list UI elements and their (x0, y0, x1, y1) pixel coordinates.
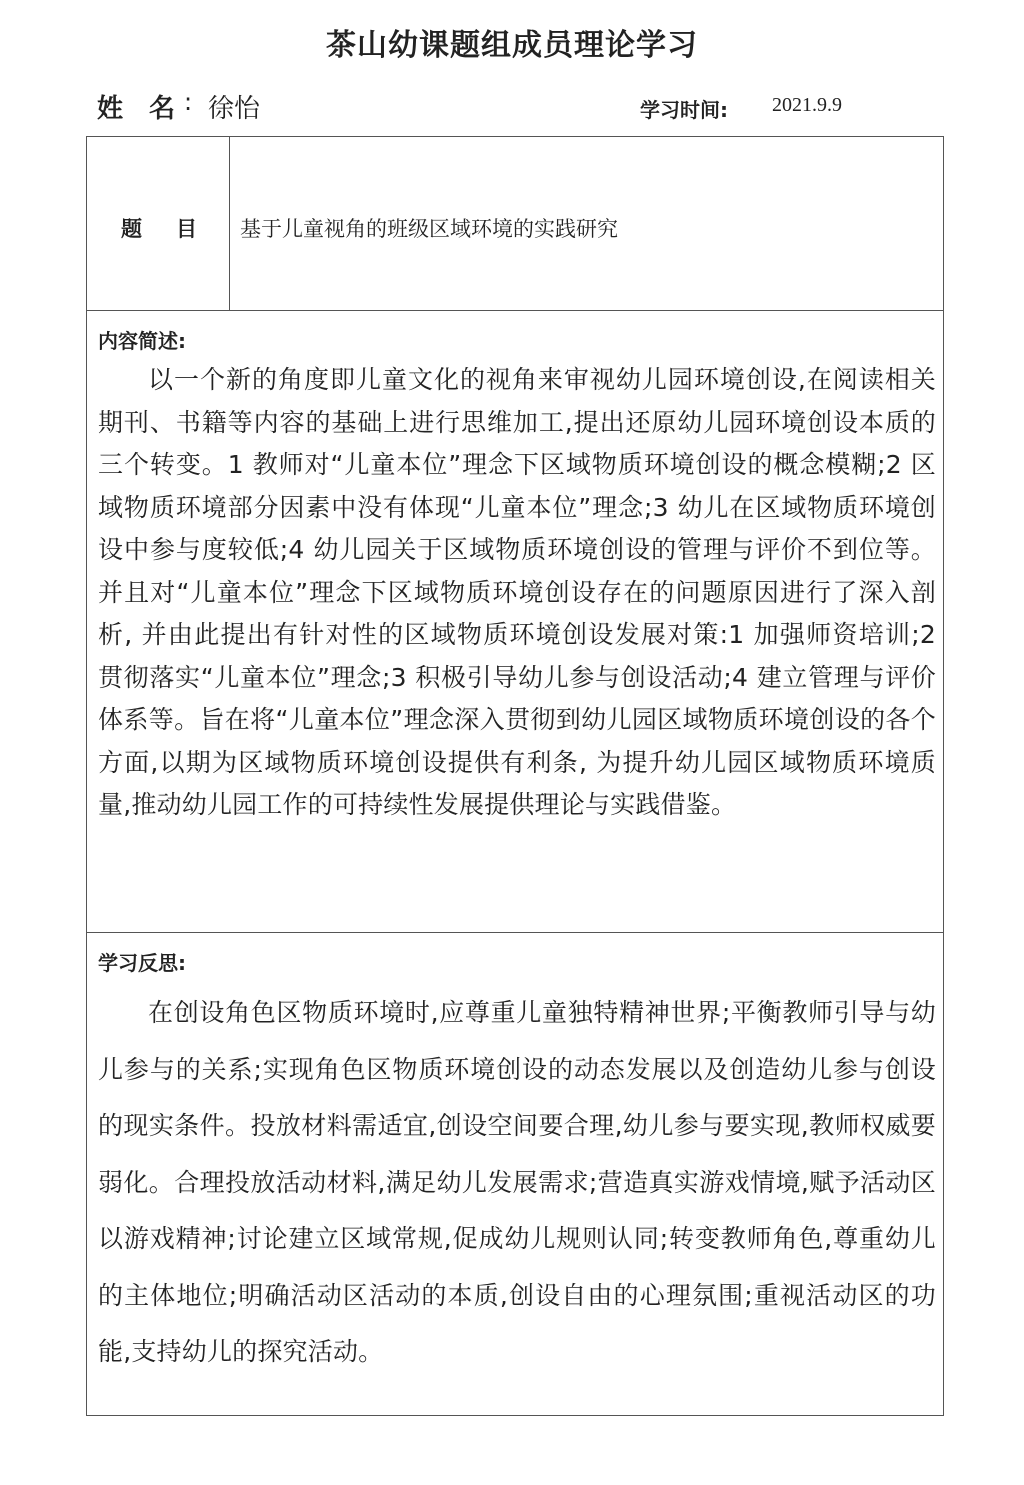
reflection-label: 学习反思: (98, 951, 186, 975)
study-record-table (86, 136, 944, 1416)
name-label-char-1: 姓 (97, 94, 124, 124)
content-summary-label: 内容简述: (98, 329, 186, 353)
content-summary-row (87, 311, 943, 933)
study-time-value: 2021.9.9 (772, 94, 842, 116)
topic-label (121, 213, 197, 243)
reflection-text: 在创设角色区物质环境时,应尊重儿童独特精神世界;平衡教师引导与幼儿参与的关系;实现角色区物质环境创设的动态发展以及创造幼儿参与创设的现实条件。投放材料需适宜,创设空间要合理,幼儿参与要实现,教师权威要弱化。合理投放活动材料,满足幼儿发展需求;营造真实游戏情境,赋予活动区以游戏精神;讨论建立区域常规,促成幼儿规则认同;转变教师角色,尊重幼儿的主体地位;明确活动区活动的本质,创设自由的心理氛围;重视活动区的功能,支持幼儿的探究活动。 (98, 998, 936, 1366)
name-label (97, 88, 175, 125)
topic-label-char-1: 题 (121, 217, 142, 241)
name-colon: : (184, 88, 193, 116)
name-label-char-2: 名 (149, 94, 176, 124)
topic-value: 基于儿童视角的班级区域环境的实践研究 (240, 217, 618, 241)
topic-row (87, 137, 943, 311)
content-summary-text: 以一个新的角度即儿童文化的视角来审视幼儿园环境创设,在阅读相关期刊、书籍等内容的基础上进行思维加工,提出还原幼儿园环境创设本质的三个转变。1 教师对“儿童本位”理念下区域物质环境创设的概念模糊;2 区域物质环境部分因素中没有体现“儿童本位”理念;3 幼儿在区域物质环境创设中参与度较低;4 幼儿园关于区域物质环境创设的管理与评价不到位等。并且对“儿童本位”理念下区域物质环境创设存在的问题原因进行了深入剖析, 并由此提出有针对性的区域物质环境创设发展对策:1 加强师资培训;2 贯彻落实“儿童本位”理念;3 积极引导幼儿参与创设活动;4 建立管理与评价体系等。旨在将“儿童本位”理念深入贯彻到幼儿园区域物质环境创设的各个方面,以期为区域物质环境创设提供有利条, 为提升幼儿园区域物质环境质量,推动幼儿园工作的可持续性发展提供理论与实践借鉴。 (98, 365, 936, 819)
topic-label-cell (87, 137, 230, 310)
name-value: 徐怡 (208, 94, 261, 124)
study-time-label: 学习时间: (640, 98, 728, 122)
topic-label-char-2: 目 (176, 217, 197, 241)
page-title: 茶山幼课题组成员理论学习 (326, 28, 698, 63)
reflection-row (87, 933, 943, 1415)
